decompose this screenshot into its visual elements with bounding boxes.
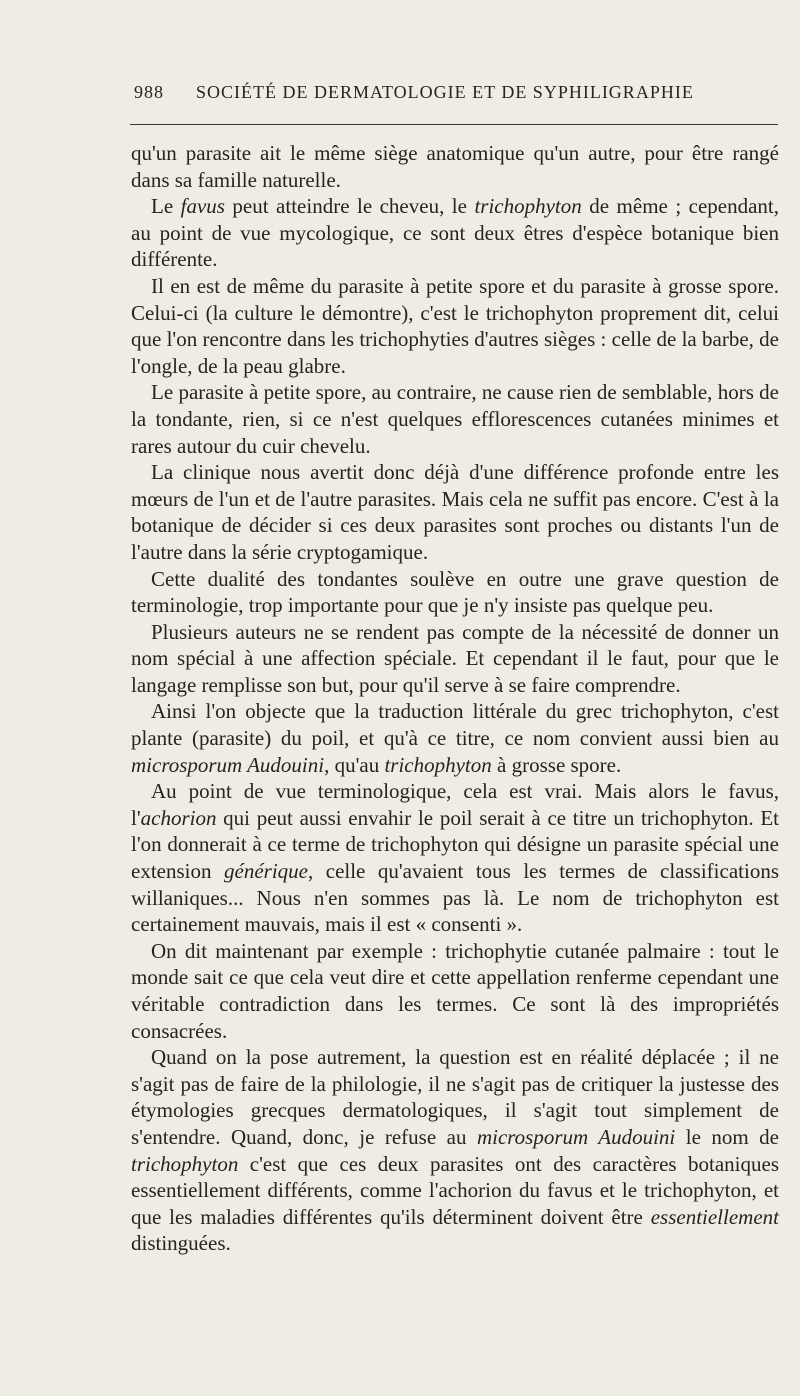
paragraph xyxy=(131,459,779,565)
text-run: c'est que ces deux parasites ont des caractères botaniques essentiellement différents, comme l'achorion du favus et le trichophyton, et que les maladies différentes qu'ils déterminent doivent être xyxy=(131,1151,779,1229)
header-rule xyxy=(130,124,778,125)
text-run: Ainsi l'on objecte que la traduction littérale du grec trichophyton, c'est plante (parasite) du poil, et qu'à ce titre, ce nom convient aussi bien au xyxy=(131,699,779,751)
paragraph xyxy=(131,938,779,1044)
text-run: Quand on la pose autrement, la question est en réalité déplacée ; il ne s'agit pas de faire de la philologie, il ne s'agit pas de critiquer la justesse des étymologies grecques dermatologiques, il s'agit tout simplement de s'entendre. Quand, donc, je refuse au xyxy=(131,1045,779,1149)
italic-term: microsporum Audouini xyxy=(131,752,325,777)
text-run: La clinique nous avertit donc déjà d'une différence profonde entre les mœurs de l'un et de l'autre parasites. Mais cela ne suffit pas encore. C'est à la botanique de décider si ces deux parasites sont proches ou distants l'un de l'autre dans la série cryptogamique. xyxy=(131,460,779,564)
text-run: qui peut aussi envahir le poil serait à ce titre un trichophyton. Et l'on donnerait à ce terme de trichophyton qui désigne un parasite spécial une extension xyxy=(131,805,779,884)
text-run: Plusieurs auteurs ne se rendent pas compte de la nécessité de donner un nom spécial à une affection spéciale. Et cependant il le faut, pour que le langage remplisse son but, pour qu'il serve à se faire comprendre. xyxy=(131,619,779,697)
italic-term: trichophyton xyxy=(131,1151,239,1176)
running-title: SOCIÉTÉ DE DERMATOLOGIE ET DE SYPHILIGRAPHIE xyxy=(196,82,694,102)
paragraph xyxy=(131,379,779,459)
italic-term: trichophyton xyxy=(474,194,582,219)
text-run: distinguées. xyxy=(131,1231,231,1256)
text-run: Le xyxy=(151,194,181,219)
paragraph xyxy=(131,778,779,938)
italic-term: favus xyxy=(180,194,225,219)
paragraph xyxy=(131,1044,779,1257)
paragraph xyxy=(131,140,779,193)
paragraph xyxy=(131,619,779,699)
italic-term: trichophyton xyxy=(384,752,492,777)
text-run: Cette dualité des tondantes soulève en outre une grave question de terminologie, trop importante pour que je n'y insiste pas quelque peu. xyxy=(131,566,779,618)
text-run: , qu'au xyxy=(324,752,385,777)
body-text xyxy=(131,140,779,1257)
text-run: , celle qu'avaient tous les termes de classifications willaniques... Nous n'en sommes pas là. Le nom de trichophyton est certainement mauvais, mais il est « consenti ». xyxy=(131,859,779,937)
page-number: 988 xyxy=(134,82,164,102)
paragraph xyxy=(131,698,779,778)
text-run: à grosse spore. xyxy=(491,752,622,777)
text-run: de même ; cependant, au point de vue mycologique, ce sont deux êtres d'espèce botanique bien différente. xyxy=(131,194,779,272)
text-run: Au point de vue terminologique, cela est vrai. Mais alors le favus, l' xyxy=(131,779,779,830)
text-run: peut atteindre le cheveu, le xyxy=(224,194,475,219)
text-run: On dit maintenant par exemple : trichophytie cutanée palmaire : tout le monde sait ce que cela veut dire et cette appellation renferme cependant une véritable contradiction dans les termes. Ce sont là des impropriétés consacrées. xyxy=(131,938,779,1043)
text-run: qu'un parasite ait le même siège anatomique qu'un autre, pour être rangé dans sa famille naturelle. xyxy=(131,141,779,192)
italic-term: microsporum Audouini xyxy=(476,1124,676,1149)
paragraph xyxy=(131,566,779,619)
text-run: Il en est de même du parasite à petite spore et du parasite à grosse spore. Celui-ci (la culture le démontre), c'est le trichophyton proprement dit, celui que l'on rencontre dans les trichophyties d'autres sièges : celle de la barbe, de l'ongle, de la peau glabre. xyxy=(131,273,779,378)
italic-term: achorion xyxy=(140,805,217,830)
italic-term: essentiellement xyxy=(650,1204,779,1229)
paragraph xyxy=(131,273,779,379)
running-header xyxy=(134,82,774,103)
paragraph xyxy=(131,193,779,273)
text-run: Le parasite à petite spore, au contraire, ne cause rien de semblable, hors de la tondante, rien, si ce n'est quelques efflorescences cutanées minimes et rares autour du cuir chevelu. xyxy=(131,380,779,458)
italic-term: générique xyxy=(224,859,308,884)
text-run: le nom de xyxy=(675,1124,780,1149)
